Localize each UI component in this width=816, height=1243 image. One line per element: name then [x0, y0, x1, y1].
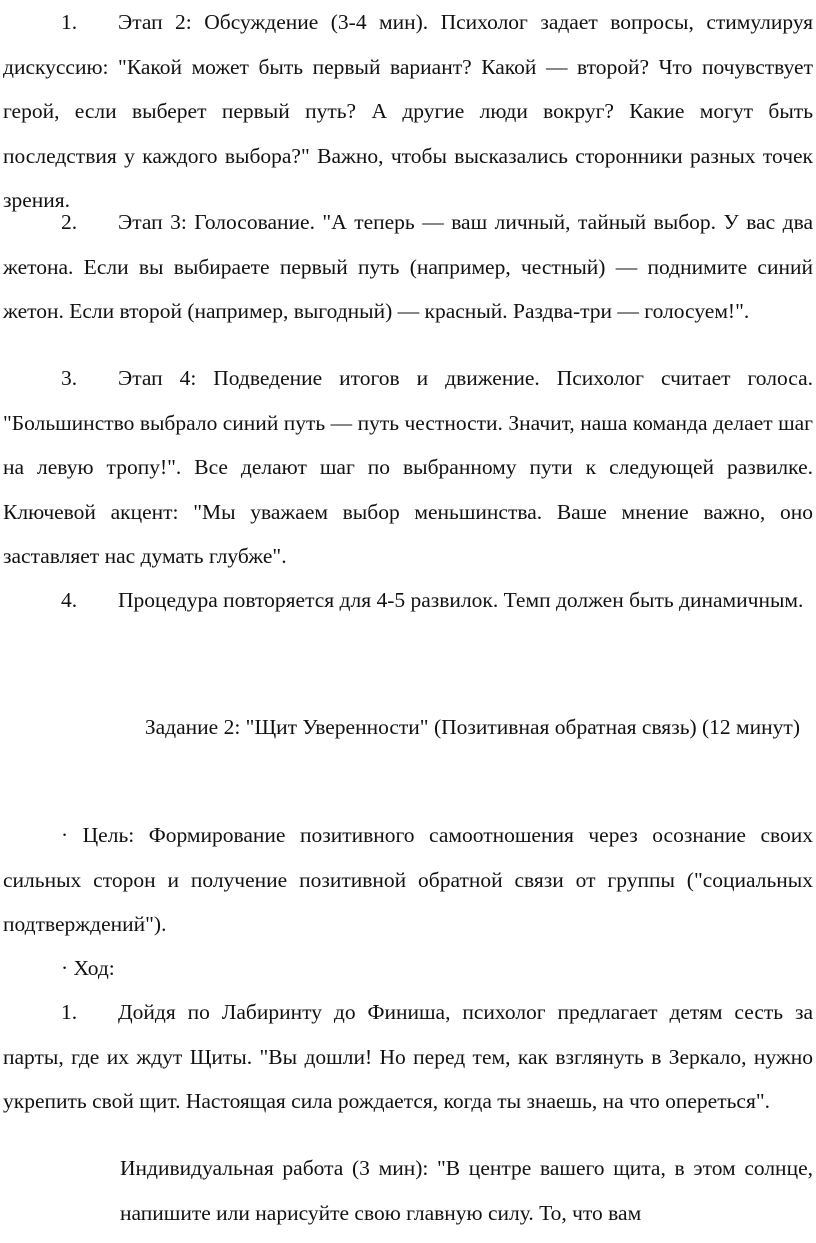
list-item-stage-2 [3, 0, 813, 223]
list-item-stage-3 [3, 200, 813, 334]
individual-work-paragraph: Индивидуальная работа (3 мин): "В центре вашего щита, в этом солнце, напишите или нарисуйте свою главную силу. То, что вам [120, 1156, 813, 1225]
list-item-procedure [3, 578, 813, 623]
list-text: Этап 2: Обсуждение (3-4 мин). Психолог задает вопросы, стимулируя дискуссию: "Какой может быть первый вариант? Какой — второй? Что почувствует герой, если выберет первый путь? А другие люди вокруг? Какие могут быть последствия у каждого выбора?" Важно, чтобы высказались сторонники разных точек зрения. [3, 10, 813, 212]
list-number: 3. [61, 366, 78, 390]
list-number: 1. [61, 1000, 78, 1024]
course-label: · Ход: [61, 956, 115, 980]
list-text: Процедура повторяется для 4-5 развилок. Темп должен быть динамичным. [118, 588, 804, 612]
list-text: Этап 4: Подведение итогов и движение. Психолог считает голоса. "Большинство выбрало синий путь — путь честности. Значит, наша команда делает шаг на левую тропу!". Все делают шаг по выбранному пути к следующей развилке. Ключевой акцент: "Мы уважаем выбор меньшинства. Ваше мнение важно, оно заставляет нас думать глубже". [3, 366, 813, 568]
list-number: 1. [61, 10, 78, 34]
task-heading: Задание 2: "Щит Уверенности" (Позитивная обратная связь) (12 минут) [144, 715, 800, 739]
list-item-step-1 [3, 990, 813, 1124]
list-text: Этап 3: Голосование. "А теперь — ваш личный, тайный выбор. У вас два жетона. Если вы выбираете первый путь (например, честный) — поднимите синий жетон. Если второй (например, выгодный) — красный. Раздва-три — голосуем!". [3, 210, 813, 323]
list-number: 2. [61, 210, 78, 234]
list-item-stage-4 [3, 356, 813, 579]
list-text: Дойдя по Лабиринту до Финиша, психолог предлагает детям сесть за парты, где их ждут Щиты. "Вы дошли! Но перед тем, как взглянуть в Зеркало, нужно укрепить свой щит. Настоящая сила рождается, когда ты знаешь, на что опереться". [3, 1000, 813, 1113]
goal-paragraph: · Цель: Формирование позитивного самоотношения через осознание своих сильных сторон и получение позитивной обратной связи от группы ("социальных подтверждений"). [3, 823, 813, 936]
list-number: 4. [61, 588, 78, 612]
